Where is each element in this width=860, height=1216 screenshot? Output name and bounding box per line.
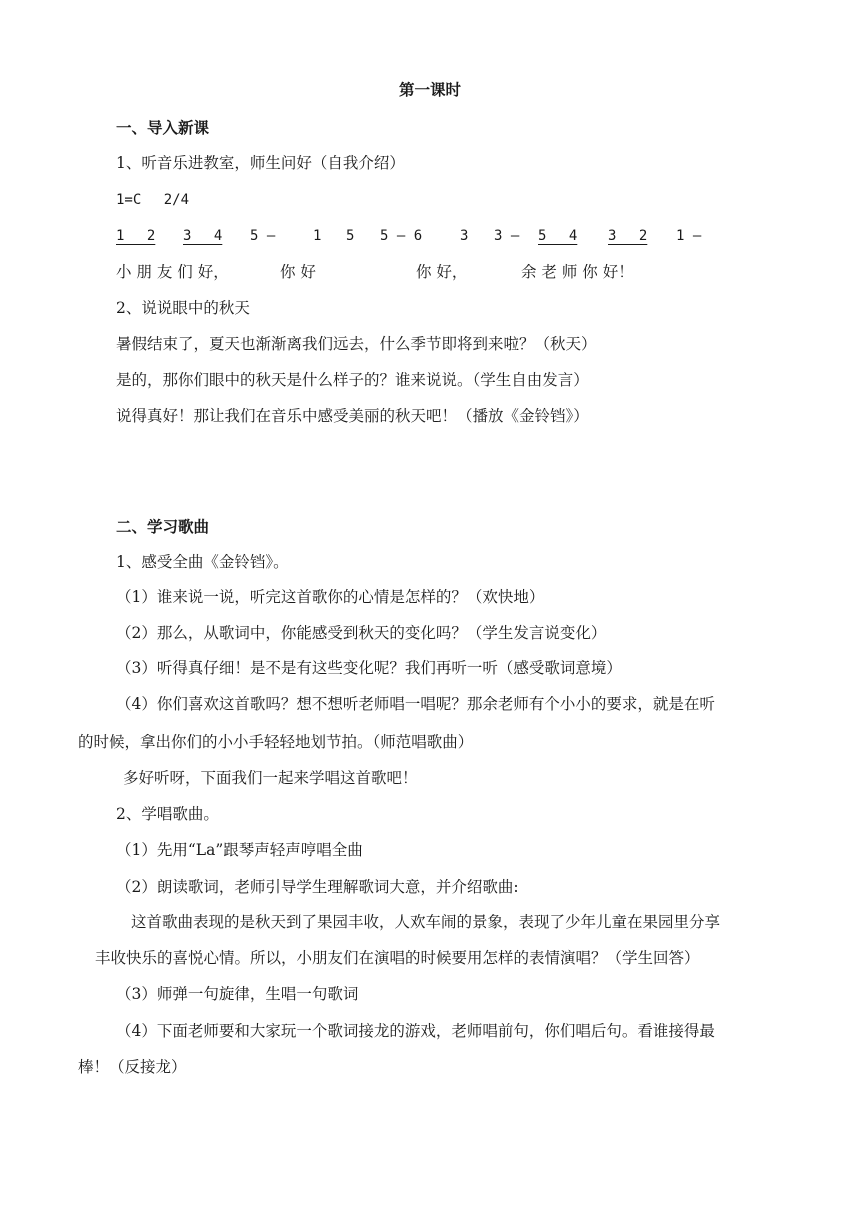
s2-step-2: （2）朗读歌词，老师引导学生理解歌词大意，并介绍歌曲: (116, 878, 519, 896)
s2-question-2: （2）那么，从歌词中，你能感受到秋天的变化吗？（学生发言说变化） (116, 624, 607, 642)
s2-item-1: 1、感受全曲《金铃铛》。 (116, 553, 289, 571)
s1-item-2: 2、说说眼中的秋天 (116, 299, 250, 317)
note-5: 5 (346, 228, 355, 244)
s2-question-3: （3）听得真仔细！是不是有这些变化呢？我们再听一听（感受歌词意境） (116, 659, 622, 677)
s2-item-2: 2、学唱歌曲。 (116, 805, 219, 823)
section-heading-2: 二、学习歌曲 (116, 518, 210, 536)
s2-step-4-line-1: （4）下面老师要和大家玩一个歌词接龙的游戏，老师唱前句，你们唱后句。看谁接得最 (116, 1022, 715, 1040)
note-7: 3 (460, 228, 469, 244)
key-signature: 1=C 2/4 (116, 192, 190, 208)
note-3: 5 — (250, 228, 276, 244)
note-group-10: 3 2 (608, 228, 648, 244)
lyric-1: 小 朋 友 们 好， (116, 263, 229, 281)
note-11: 1 — (676, 228, 702, 244)
s2-question-4-line-1: （4）你们喜欢这首歌吗？想不想听老师唱一唱呢？那余老师有个小小的要求，就是在听 (116, 695, 715, 713)
s2-step-3: （3）师弹一句旋律，生唱一句歌词 (116, 985, 359, 1003)
note-group-1: 1 2 (116, 228, 156, 244)
note-6: 5 — 6 (380, 228, 423, 244)
s2-step-4-line-2: 棒！（反接龙） (78, 1058, 187, 1076)
s2-question-1: （1）谁来说一说，听完这首歌你的心情是怎样的？（欢快地） (116, 588, 545, 606)
note-4: 1 (313, 228, 322, 244)
s2-paragraph-sing-along: 多好听呀，下面我们一起来学唱这首歌吧！ (123, 769, 418, 787)
s2-question-4-line-2: 的时候，拿出你们的小小手轻轻地划节拍。（师范唱歌曲） (78, 733, 474, 751)
s1-paragraph-1: 暑假结束了，夏天也渐渐离我们远去，什么季节即将到来啦？（秋天） (116, 335, 597, 353)
s2-step-1: （1）先用“La”跟琴声轻声哼唱全曲 (116, 841, 363, 859)
note-group-9: 5 4 (538, 228, 578, 244)
note-8: 3 — (494, 228, 520, 244)
lyric-3: 你 好， (416, 263, 468, 281)
section-heading-1: 一、导入新课 (116, 119, 210, 137)
s1-item-1: 1、听音乐进教室，师生问好（自我介绍） (116, 154, 405, 172)
s1-paragraph-3: 说得真好！那让我们在音乐中感受美丽的秋天吧！（播放《金铃铛》） (116, 407, 589, 425)
s2-step-2-desc-line-1: 这首歌曲表现的是秋天到了果园丰收，人欢车闹的景象，表现了少年儿童在果园里分享 (131, 913, 721, 931)
s1-paragraph-2: 是的，那你们眼中的秋天是什么样子的？谁来说说。（学生自由发言） (116, 371, 589, 389)
s2-step-2-desc-line-2: 丰收快乐的喜悦心情。所以，小朋友们在演唱的时候要用怎样的表情演唱？（学生回答） (95, 949, 700, 967)
lyric-4: 余 老 师 你 好！ (521, 263, 634, 281)
page-title: 第一课时 (398, 81, 461, 99)
note-group-2: 3 4 (183, 228, 223, 244)
lyric-2: 你 好 (280, 263, 316, 281)
